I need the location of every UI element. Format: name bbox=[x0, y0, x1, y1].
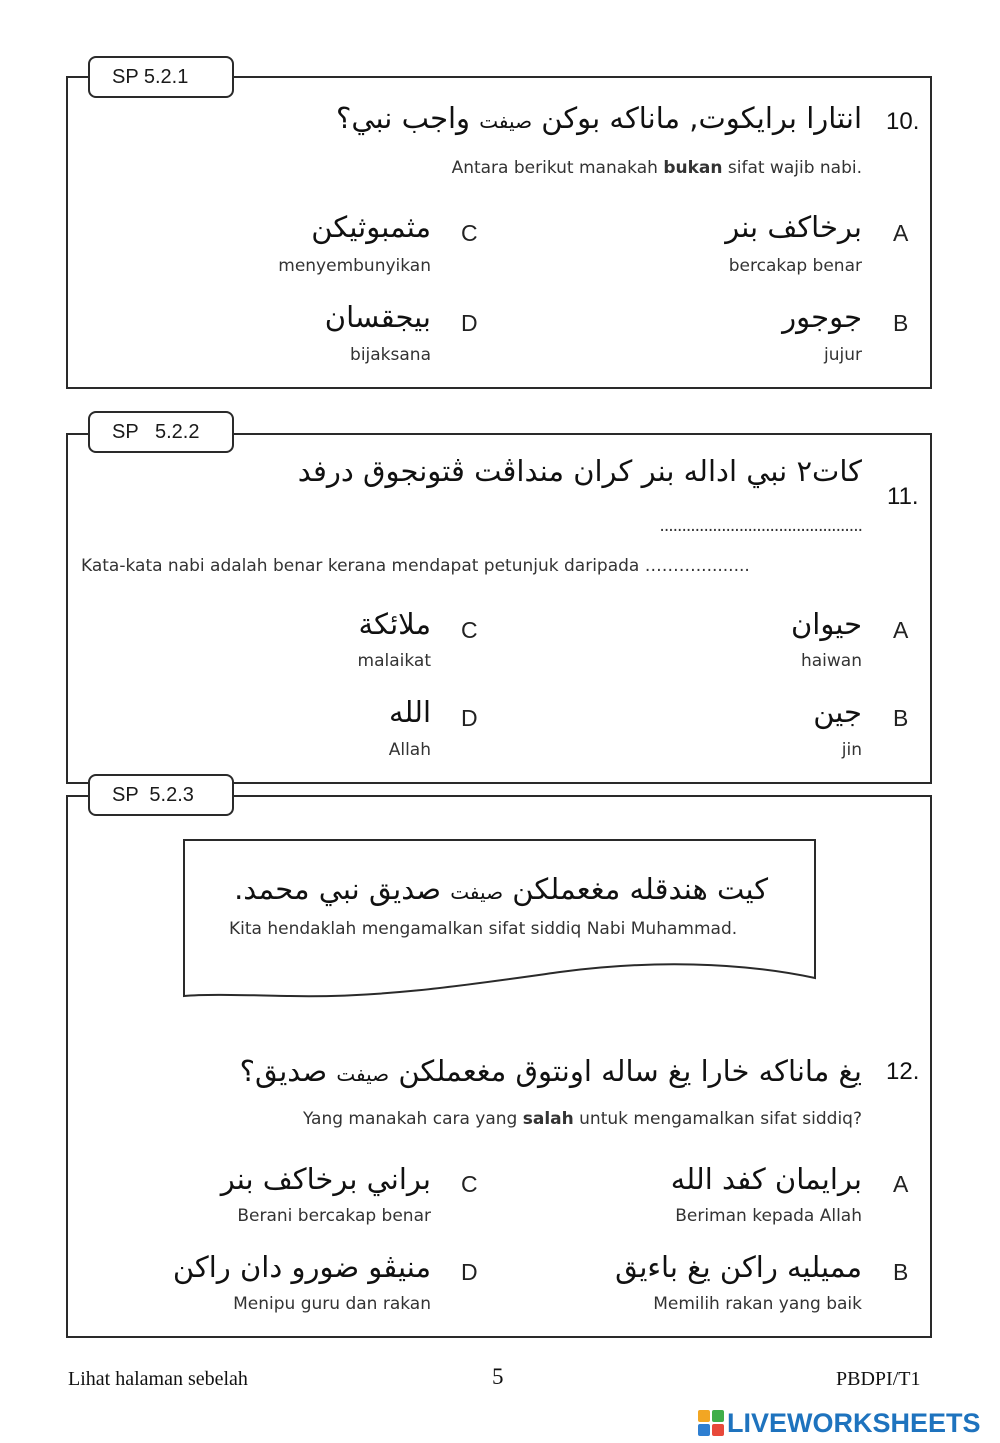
q11-option-a-arabic[interactable]: حيوان bbox=[790, 607, 862, 641]
q11-option-a-letter[interactable]: A bbox=[893, 617, 909, 643]
q10-option-b-arabic[interactable]: جوجور bbox=[782, 300, 862, 334]
q10-ar-small: صيفت bbox=[479, 109, 533, 133]
q11-option-c-malay: malaikat bbox=[357, 651, 431, 671]
question-10-number: 10. bbox=[886, 108, 920, 135]
question-11-dots: .............................................. bbox=[659, 516, 862, 536]
q12-option-b-malay: Memilih rakan yang baik bbox=[653, 1294, 862, 1314]
q12-ms-post: untuk mengamalkan sifat siddiq? bbox=[573, 1109, 862, 1129]
q10-option-a-arabic[interactable]: برخاكف بنر bbox=[725, 210, 862, 244]
card-ar-main: كيت هندقله مغعملكن bbox=[512, 872, 768, 906]
q12-ar-end: صديق؟ bbox=[239, 1054, 328, 1088]
sp-label-q10: SP 5.2.1 bbox=[88, 56, 234, 98]
q11-option-c-letter[interactable]: C bbox=[461, 617, 478, 643]
q10-option-c-malay: menyembunyikan bbox=[278, 256, 431, 276]
question-12-number: 12. bbox=[886, 1058, 920, 1085]
question-11-arabic: كات٢ نبي اداله بنر كران منداڤت ڤتونجوق درفد bbox=[297, 454, 862, 488]
liveworksheets-logo[interactable] bbox=[698, 1408, 981, 1438]
q11-option-c-arabic[interactable]: ملائكة bbox=[358, 607, 431, 641]
q10-option-d-arabic[interactable]: بيجقسان bbox=[324, 300, 431, 334]
sp-label-q11: SP 5.2.2 bbox=[88, 411, 234, 453]
logo-text: LIVEWORKSHEETS bbox=[727, 1407, 981, 1438]
q12-ms-bold: salah bbox=[522, 1109, 574, 1129]
q11-option-b-malay: jin bbox=[841, 740, 862, 760]
q10-option-d-malay: bijaksana bbox=[350, 345, 431, 365]
q12-ar-small: صيفت bbox=[336, 1062, 390, 1086]
q11-option-b-letter[interactable]: B bbox=[893, 705, 909, 731]
footer-left: Lihat halaman sebelah bbox=[68, 1368, 248, 1390]
q12-option-a-letter[interactable]: A bbox=[893, 1171, 909, 1197]
q10-ms-pre: Antara berikut manakah bbox=[451, 158, 664, 178]
sp-label-q12: SP 5.2.3 bbox=[88, 774, 234, 816]
footer-right: PBDPI/T1 bbox=[836, 1368, 921, 1390]
q10-option-d-letter[interactable]: D bbox=[461, 310, 478, 336]
question-10-malay bbox=[452, 158, 862, 178]
q12-option-d-malay: Menipu guru dan rakan bbox=[233, 1294, 431, 1314]
logo-blocks-icon bbox=[698, 1410, 724, 1436]
q12-option-a-arabic[interactable]: برايمان كفد الله bbox=[670, 1162, 862, 1196]
q11-option-a-malay: haiwan bbox=[800, 651, 862, 671]
q12-option-b-arabic[interactable]: مميليه راكن يغ باءيق bbox=[615, 1250, 862, 1284]
q10-ms-post: sifat wajib nabi. bbox=[722, 158, 862, 178]
q12-option-d-letter[interactable]: D bbox=[461, 1259, 478, 1285]
question-11-malay: Kata-kata nabi adalah benar kerana mendapat petunjuk daripada ……….......... bbox=[81, 556, 750, 576]
q12-option-d-arabic[interactable]: منيڤو ضورو دان راكن bbox=[172, 1250, 431, 1284]
q12-ar-main: يغ ماناكه خارا يغ ساله اونتوق مغعملكن bbox=[398, 1054, 862, 1088]
q10-ms-bold: bukan bbox=[663, 158, 723, 178]
page-number: 5 bbox=[492, 1364, 504, 1389]
question-10-arabic bbox=[336, 101, 862, 135]
q12-option-b-letter[interactable]: B bbox=[893, 1259, 909, 1285]
q11-option-d-letter[interactable]: D bbox=[461, 705, 478, 731]
q11-option-d-malay: Allah bbox=[388, 740, 431, 760]
q10-option-a-malay: bercakap benar bbox=[728, 256, 862, 276]
q12-option-a-malay: Beriman kepada Allah bbox=[675, 1206, 862, 1226]
q11-option-b-arabic[interactable]: جين bbox=[813, 695, 862, 729]
q12-option-c-malay: Berani bercakap benar bbox=[237, 1206, 431, 1226]
q10-option-a-letter[interactable]: A bbox=[893, 220, 909, 246]
statement-card-arabic bbox=[234, 872, 768, 906]
card-ar-small: صيفت bbox=[450, 880, 504, 904]
statement-card-malay: Kita hendaklah mengamalkan sifat siddiq Nabi Muhammad. bbox=[229, 919, 738, 939]
card-ar-end: صديق نبي محمد. bbox=[234, 872, 442, 906]
q10-option-b-malay: jujur bbox=[824, 345, 862, 365]
q12-option-c-letter[interactable]: C bbox=[461, 1171, 478, 1197]
question-12-malay bbox=[303, 1109, 862, 1129]
question-11-number: 11. bbox=[887, 483, 919, 510]
q10-option-c-letter[interactable]: C bbox=[461, 220, 478, 246]
q10-ar-end: واجب نبي؟ bbox=[335, 101, 471, 135]
question-12-arabic bbox=[240, 1054, 862, 1088]
q10-option-c-arabic[interactable]: مثمبوثيكن bbox=[311, 210, 431, 244]
q10-ar-main: انتارا برايكوت, ماناكه بوكن bbox=[541, 101, 862, 135]
q11-option-d-arabic[interactable]: الله bbox=[388, 695, 431, 729]
q12-option-c-arabic[interactable]: براني برخاكف بنر bbox=[220, 1162, 431, 1196]
q10-option-b-letter[interactable]: B bbox=[893, 310, 909, 336]
q12-ms-pre: Yang manakah cara yang bbox=[302, 1109, 523, 1129]
